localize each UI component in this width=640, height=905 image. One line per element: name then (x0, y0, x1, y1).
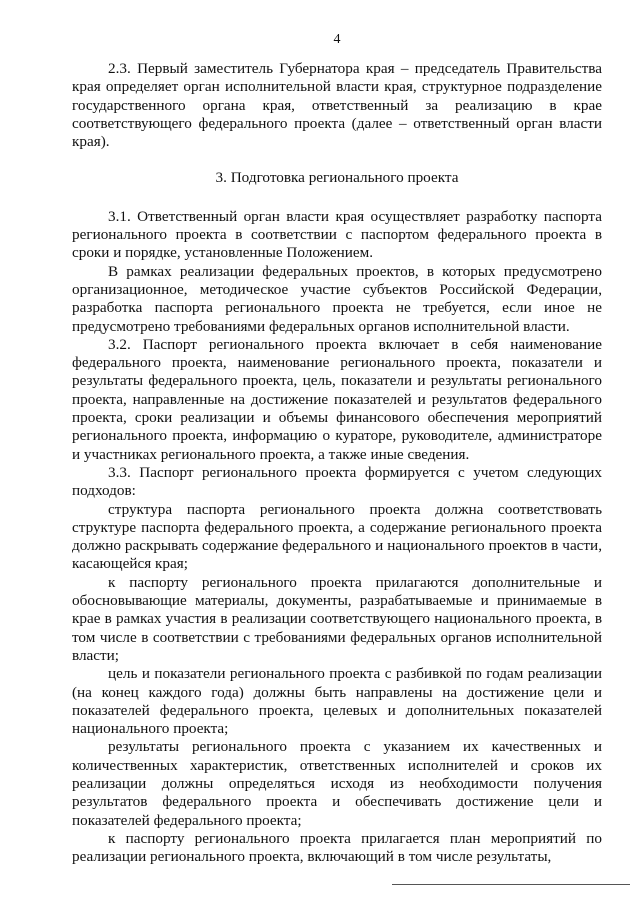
paragraph-goals: цель и показатели регионального проекта с разбивкой по годам реализации (на конец каждого года) должны быть направлены на достижение цели и показателей федерального проекта, целевых и дополнительных показателей национального проекта; (72, 665, 602, 738)
paragraph-attachments: к паспорту регионального проекта прилагаются дополнительные и обосновывающие материалы, документы, разрабатываемые и принимаемые в крае в рамках участия в реализации соответствующего национального проекта, в том числе в соответствии с требованиями федеральных органов исполнительной власти; (72, 573, 602, 664)
paragraph-structure: структура паспорта регионального проекта должна соответствовать структуре паспорта федерального проекта, а содержание регионального проекта должно раскрывать содержание федерального и национального проектов в части, касающейся края; (72, 500, 602, 573)
footer-divider (392, 884, 630, 885)
section-heading: 3. Подготовка регионального проекта (215, 169, 459, 187)
page-number: 4 (333, 32, 341, 47)
paragraph-results: результаты регионального проекта с указанием их качественных и количественных характеристик, ответственных исполнителей и сроков их реализации должны определяться исходя из необходимости получения результатов федерального проекта и обеспечивать достижение цели и показателей федерального проекта; (72, 738, 602, 829)
paragraph-3-1: 3.1. Ответственный орган власти края осуществляет разработку паспорта регионального проекта в соответствии с паспортом федерального проекта в сроки и порядке, установленные Положением. (72, 207, 602, 262)
paragraph-2-3: 2.3. Первый заместитель Губернатора края – председатель Правительства края определяет орган исполнительной власти края, структурное подразделение государственного органа края, ответственный за реализацию в крае соответствующего федерального проекта (далее – ответственный орган власти края). (72, 60, 602, 151)
paragraph-federal-projects: В рамках реализации федеральных проектов, в которых предусмотрено организационное, методическое участие субъектов Российской Федерации, разработка паспорта регионального проекта не требуется, если иное не предусмотрено требованиями федеральных органов исполнительной власти. (72, 262, 602, 335)
paragraph-plan: к паспорту регионального проекта прилагается план мероприятий по реализации регионального проекта, включающий в том числе результаты, (72, 829, 602, 866)
paragraph-3-2: 3.2. Паспорт регионального проекта включает в себя наименование федерального проекта, наименование регионального проекта, показатели и результаты федерального проекта, цель, показатели и результаты регионального проекта, направленные на достижение показателей и результатов федерального проекта, сроки реализации и объемы финансового обеспечения мероприятий регионального проекта, информацию о кураторе, руководителе, администраторе и участниках регионального проекта, а также иные сведения. (72, 335, 602, 463)
paragraph-3-3: 3.3. Паспорт регионального проекта формируется с учетом следующих подходов: (72, 463, 602, 500)
